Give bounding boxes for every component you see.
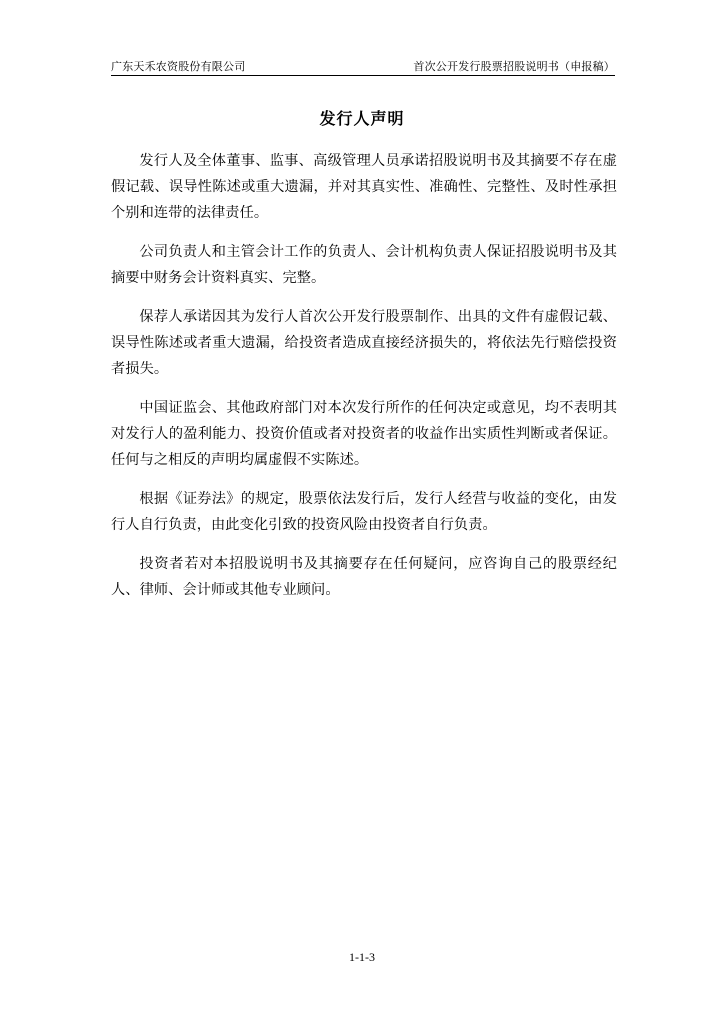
page-number: 1-1-3 — [349, 950, 375, 964]
page-header — [111, 58, 615, 74]
header-divider — [111, 75, 615, 76]
statement-paragraph: 公司负责人和主管会计工作的负责人、会计机构负责人保证招股说明书及其摘要中财务会计资料真实、完整。 — [111, 244, 617, 286]
statement-body — [111, 148, 617, 616]
statement-paragraph: 根据《证券法》的规定，股票依法发行后，发行人经营与收益的变化，由发行人自行负责，由此变化引致的投资风险由投资者自行负责。 — [111, 491, 617, 533]
statement-paragraph: 保荐人承诺因其为发行人首次公开发行股票制作、出具的文件有虚假记载、误导性陈述或者重大遗漏，给投资者造成直接经济损失的，将依法先行赔偿投资者损失。 — [111, 309, 617, 377]
page-title: 发行人声明 — [319, 109, 405, 128]
statement-paragraph: 发行人及全体董事、监事、高级管理人员承诺招股说明书及其摘要不存在虚假记载、误导性陈述或重大遗漏，并对其真实性、准确性、完整性、及时性承担个别和连带的法律责任。 — [111, 153, 617, 221]
statement-paragraph: 中国证监会、其他政府部门对本次发行所作的任何决定或意见，均不表明其对发行人的盈利能力、投资价值或者对投资者的收益作出实质性判断或者保证。任何与之相反的声明均属虚假不实陈述。 — [111, 400, 617, 468]
header-document-title: 首次公开发行股票招股说明书（申报稿） — [413, 60, 615, 73]
header-company-name: 广东天禾农资股份有限公司 — [111, 60, 246, 73]
statement-paragraph: 投资者若对本招股说明书及其摘要存在任何疑问，应咨询自己的股票经纪人、律师、会计师或其他专业顾问。 — [111, 556, 617, 598]
